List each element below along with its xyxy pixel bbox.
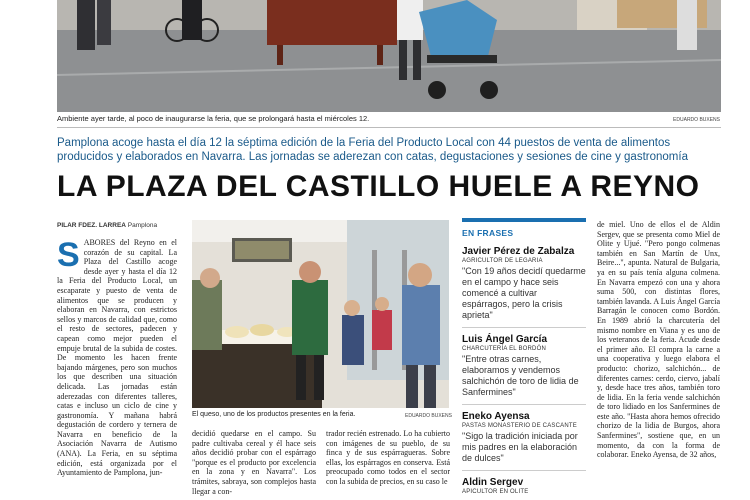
article-text-1: ABORES del Reyno en el corazón de su capital. La Plaza del Castillo acoge desde ayer y hasta el día 12 la Feria del Producto Local, un escaparate y puesto de venta de alimentos que se producen y elaboran en Navarra, con estrictos sellos y marcos de calidad que, como el resto de sectores, padecen y capean como mejor pueden el empuje brutal de la subida de costes. De momento les hacen frente bajando márgenes, pero son muchos los que describen una situación delicada. Las jornadas están aderezadas con diferentes talleres, catas e incluso un ciclo de cine y gastronomía. Y mañana habrá degustación de cordero y ternera de Navarra en beneficio de la Asociación Navarra de Autismo (ANA). La Feria, en su séptima edición, está organizada por el Ayuntamiento de Pamplona, jun- bbox=[57, 238, 177, 478]
quote-role: APICULTOR EN OLITE bbox=[462, 489, 529, 495]
quote-name: Eneko Ayensa bbox=[462, 411, 530, 422]
article-column-1 bbox=[57, 238, 177, 478]
quote-item bbox=[462, 411, 586, 471]
cheese-photo-caption: El queso, uno de los productos presentes en la feria. bbox=[192, 411, 356, 418]
byline bbox=[57, 222, 177, 229]
subheadline: Pamplona acoge hasta el día 12 la séptima edición de la Feria del Producto Local con 44 puestos de venta de alimentos producidos y elaborados en Navarra. Las jornadas se aderezan con catas, degustaciones y sesiones de cine y gastronomía bbox=[57, 137, 688, 163]
quote-name: Javier Pérez de Zabalza bbox=[462, 246, 575, 257]
byline-author: PILAR FDEZ. LARREA bbox=[57, 222, 126, 229]
dropcap: S bbox=[57, 236, 80, 274]
cheese-photo-credit: EDUARDO BUXENS bbox=[405, 413, 452, 419]
article-column-2: decidió quedarse en el campo. Su padre cultivaba cereal y él hace seis años decidió probar con el espárrago "porque es el producto por excelencia en la zona y en Navarra". Los trámites, sabraya, son complejos hasta llegar a con- bbox=[192, 429, 316, 496]
quote-item bbox=[462, 334, 586, 405]
top-photo bbox=[57, 0, 721, 112]
quote-role: CHARCUTERÍA EL BORDÓN bbox=[462, 346, 546, 352]
quote-role: PASTAS MONASTERIO DE CASCANTE bbox=[462, 423, 577, 429]
sidebar-header bbox=[462, 218, 586, 240]
quote-name: Aldin Sergev bbox=[462, 477, 524, 488]
quote-item bbox=[462, 477, 586, 495]
quote-name: Luis Ángel García bbox=[462, 334, 548, 345]
headline: LA PLAZA DEL CASTILLO HUELE A REYNO bbox=[57, 170, 700, 203]
byline-city: Pamplona bbox=[127, 222, 158, 229]
sidebar-title: EN FRASES bbox=[462, 228, 514, 238]
quote-text: "Entre otras carnes, elaboramos y vendemos salchichón de toro de lidia de Sanfermines" bbox=[462, 354, 586, 405]
quote-item bbox=[462, 246, 586, 328]
article-column-4: de miel. Uno de ellos el de Aldin Sergev, que se presenta como Miel de Olite y Ujué. "Pero pongo colmenas también en San Martín de Unx, Beire...", apunta. Natural de Bulgaria, ya en su país tenía alguna colmena. En Navarra empezó con una y ahora suma 500, con distintas flores, también lavanda. A Luis Ángel García Barragán le conocen como Bordón. En 1989 abrió la charcutería del mismo nombre en Viana y es uno de los veteranos de la feria. Acude desde el primer año. El compra la carne a una cooperativa y luego elabora el producto: chorizo, salchichón... de diferentes carnes: cerdo, ciervo, jabalí y, desde hace tres años, también toro de lidia. En la feria vende salchichón de toro lidiado en los Sanfermines de este año. "Hasta ahora hemos ofrecido chorizo de la lidia de Burgos, ahora Sanfermines", sostiene que, en un momento, da con la forma de colaborar. Eneko Ayensa, de 32 años, bbox=[597, 220, 720, 460]
top-photo-caption: Ambiente ayer tarde, al poco de inaugurarse la feria, que se prolongará hasta el miércoles 12. bbox=[57, 114, 370, 123]
cheese-stand-photo bbox=[192, 220, 449, 408]
article-column-3: trador recién estrenado. Lo ha cubierto con imágenes de su pueblo, de su finca y de sus espárragueras. Sobre ellas, los espárragos en conserva. Está preocupado como todos en el sector con la subida de precios, en su caso le bbox=[326, 429, 450, 486]
top-photo-credit: EDUARDO BUXENS bbox=[673, 117, 720, 123]
quote-text: "Sigo la tradición iniciada por mis padres en la elaboración de dulces" bbox=[462, 431, 586, 471]
quotes-sidebar bbox=[462, 218, 586, 495]
quote-role: AGRICULTOR DE LEGARIA bbox=[462, 258, 543, 264]
divider bbox=[57, 127, 721, 128]
quote-text: "Con 19 años decidí quedarme en el campo y hace seis comencé a cultivar espárragos, pero la crisis aprieta" bbox=[462, 266, 586, 328]
